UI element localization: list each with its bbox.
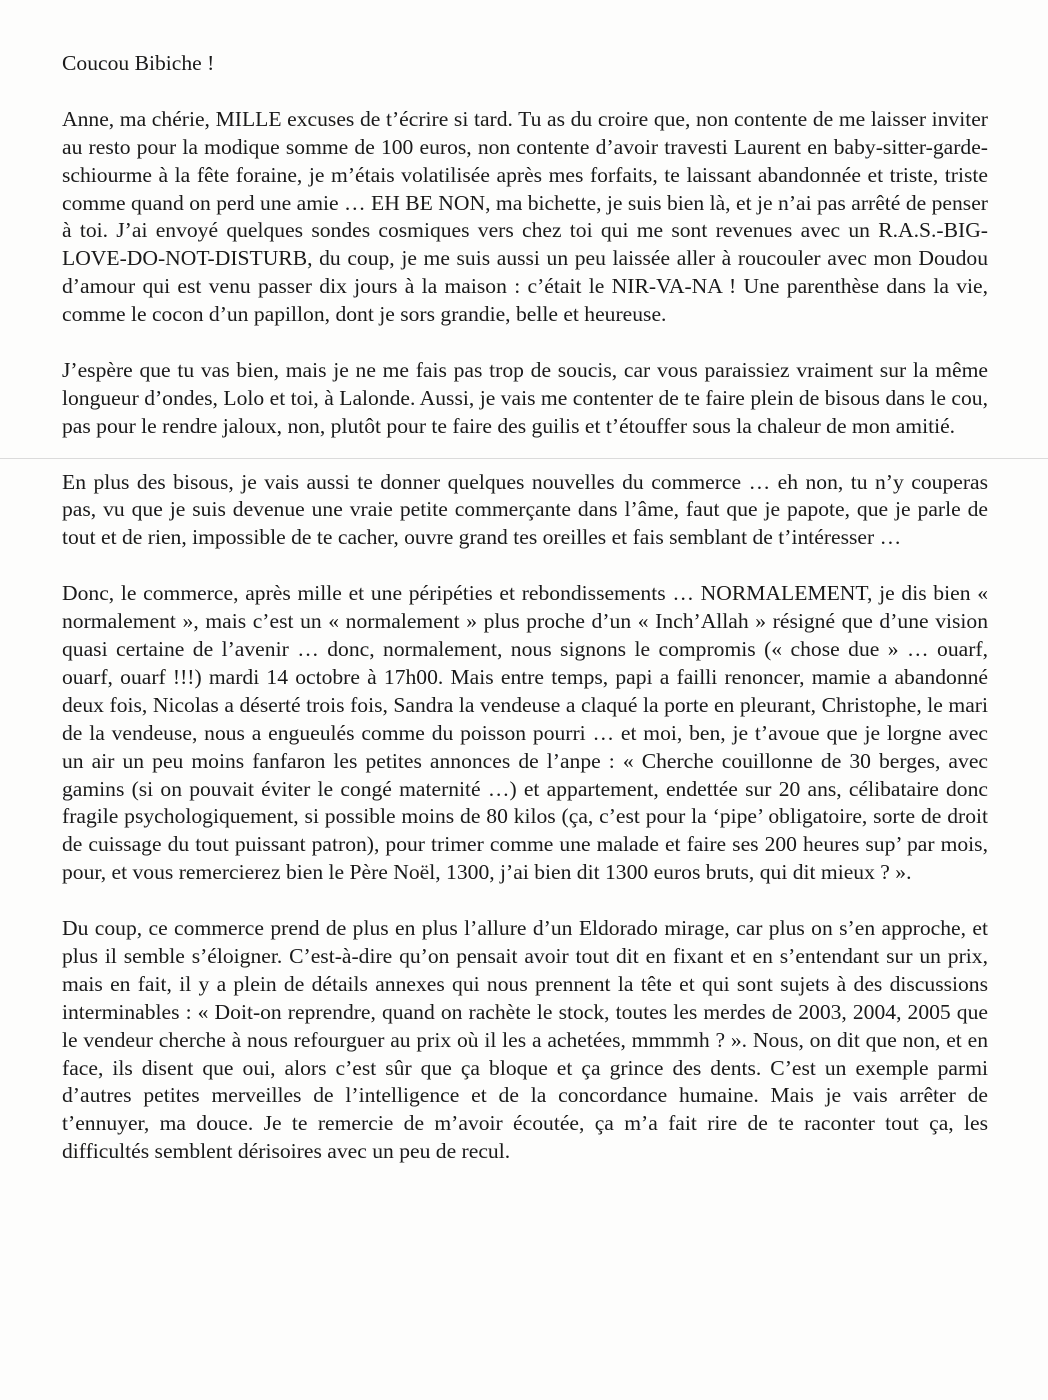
letter-greeting: Coucou Bibiche ! xyxy=(62,51,215,75)
paragraph-commerce: Donc, le commerce, après mille et une péripéties et rebondissements … NORMALEMENT, je dis bien « normalement », mais c’est un « normalement » plus proche d’un « Inch’Allah » résigné que d’une vision quasi certaine de l’avenir … donc, normalement, nous signons le compromis (« chose due » … ouarf, ouarf, ouarf !!!) mardi 14 octobre à 17h00. Mais entre temps, papi a failli renoncer, mamie a abandonné deux fois, Nicolas a déserté trois fois, Sandra la vendeuse a claqué la porte en pleurant, Christophe, le mari de la vendeuse, nous a engueulés comme du poisson pourri … et moi, ben, je t’avoue que je lorgne avec un air un peu moins fanfaron les petites annonces de l’anpe : « Cherche couillonne de 30 berges, avec gamins (si on pouvait éviter le congé maternité …) et appartement, endettée sur 20 ans, célibataire donc fragile psychologiquement, si possible moins de 80 kilos (ça, c’est pour la ‘pipe’ obligatoire, sorte de droit de cuissage du tout puissant patron), pour trimer comme une malade et faire ses 200 heures sup’ par mois, pour, et vous remercierez bien le Père Noël, 1300, j’ai bien dit 1300 euros bruts, qui dit mieux ? ». xyxy=(62,581,988,885)
letter-body xyxy=(62,50,988,1166)
paragraph-apology: Anne, ma chérie, MILLE excuses de t’écrire si tard. Tu as du croire que, non contente de me laisser inviter au resto pour la modique somme de 100 euros, non contente d’avoir travesti Laurent en baby-sitter-garde-schiourme à la fête foraine, je m’étais volatilisée après mes forfaits, te laissant abandonnée et triste, triste comme quand on perd une amie … EH BE NON, ma bichette, je suis bien là, et je n’ai pas arrêté de penser à toi. J’ai envoyé quelques sondes cosmiques vers chez toi qui me sont revenues avec un R.A.S.-BIG-LOVE-DO-NOT-DISTURB, du coup, je me suis aussi un peu laissée aller à roucouler avec mon Doudou d’amour qui est venu passer dix jours à la maison : c’était le NIR-VA-NA ! Une parenthèse dans la vie, comme le cocon d’un papillon, dont je sors grandie, belle et heureuse. xyxy=(62,106,988,327)
paragraph-news-intro: En plus des bisous, je vais aussi te donner quelques nouvelles du commerce … eh non, tu n’y couperas pas, vu que je suis devenue une vraie petite commerçante dans l’âme, faut que je papote, que je parle de tout et de rien, impossible de te cacher, ouvre grand tes oreilles et fais semblant de t’intéresser … xyxy=(62,469,988,550)
paragraph-eldorado: Du coup, ce commerce prend de plus en plus l’allure d’un Eldorado mirage, car plus on s’en approche, et plus il semble s’éloigner. C’est-à-dire qu’on pensait avoir tout dit en fixant et en s’entendant sur un prix, mais en fait, il y a plein de détails annexes qui nous prennent la tête et qui sont sujets à des discussions interminables : « Doit-on reprendre, quand on rachète le stock, toutes les merdes de 2003, 2004, 2005 que le vendeur cherche à nous refourguer au prix où il les a achetées, mmmmh ? ». Nous, on dit que non, et en face, ils disent que oui, alors c’est sûr que ça bloque et ça grince des dents. C’est un exemple parmi d’autres petites merveilles de l’intelligence et de la concordance humaine. Mais je vais arrêter de t’ennuyer, ma douce. Je te remercie de m’avoir écoutée, ça m’a fait rire de te raconter tout ça, les difficultés semblent dérisoires avec un peu de recul. xyxy=(62,916,988,1164)
paragraph-wishes: J’espère que tu vas bien, mais je ne me fais pas trop de soucis, car vous paraissiez vraiment sur la même longueur d’ondes, Lolo et toi, à Lalonde. Aussi, je vais me contenter de te faire plein de bisous dans le cou, pas pour le rendre jaloux, non, plutôt pour te faire des guilis et t’étouffer sous la chaleur de mon amitié. xyxy=(62,357,988,438)
